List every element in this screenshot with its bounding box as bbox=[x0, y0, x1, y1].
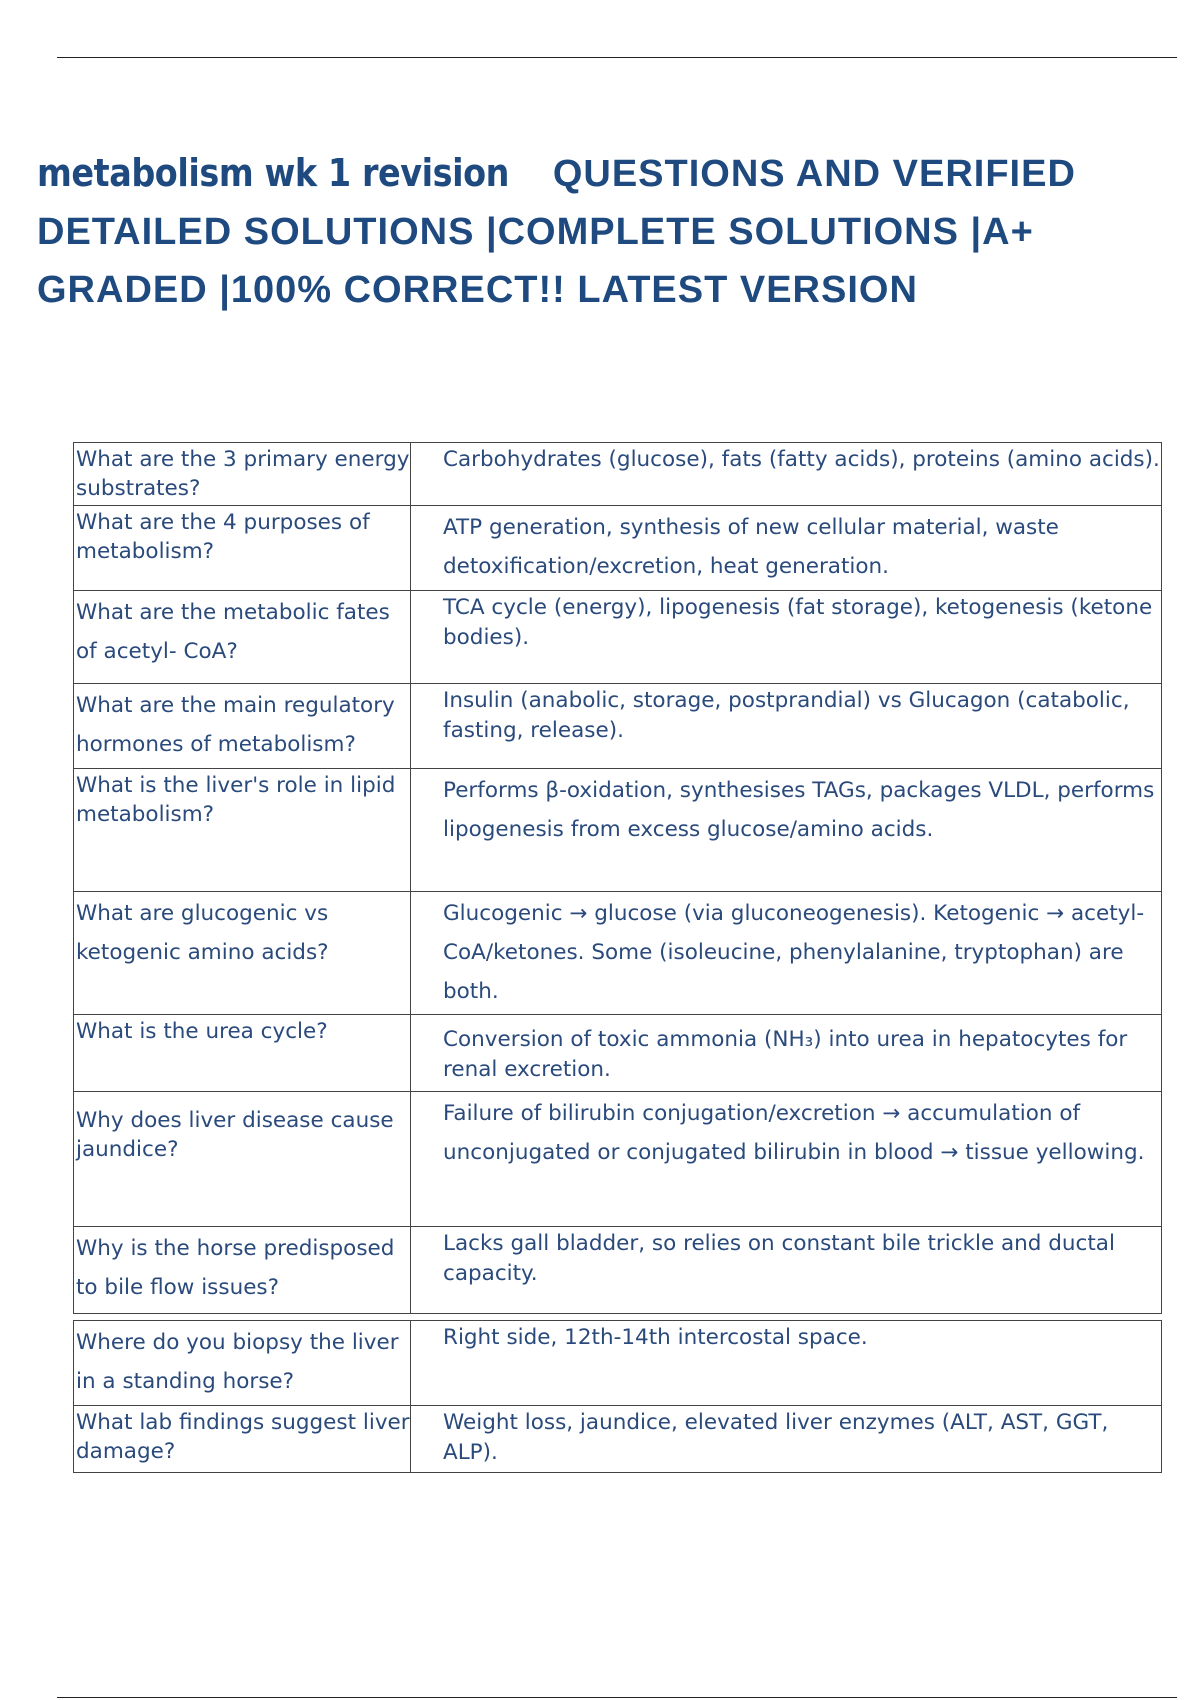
question-cell: Where do you biopsy the liver in a standing horse? bbox=[74, 1321, 411, 1406]
question-cell: What are glucogenic vs ketogenic amino acids? bbox=[74, 892, 411, 1015]
question-cell: Why does liver disease cause jaundice? bbox=[74, 1092, 411, 1227]
answer-cell: Weight loss, jaundice, elevated liver enzymes (ALT, AST, GGT, ALP). bbox=[411, 1406, 1162, 1473]
qa-table-1 bbox=[73, 442, 1162, 1314]
question-cell: What lab findings suggest liver damage? bbox=[74, 1406, 411, 1473]
answer-cell: Carbohydrates (glucose), fats (fatty acids), proteins (amino acids). bbox=[411, 443, 1162, 506]
table-row bbox=[74, 684, 1162, 769]
title-description: QUESTIONS AND VERIFIED DETAILED SOLUTIONS |COMPLETE SOLUTIONS |A+ GRADED |100% CORRECT!! LATEST VERSION bbox=[37, 153, 1076, 311]
qa-table-2 bbox=[73, 1320, 1162, 1473]
question-cell: What are the 4 purposes of metabolism? bbox=[74, 506, 411, 591]
question-cell: What are the 3 primary energy substrates? bbox=[74, 443, 411, 506]
answer-cell: TCA cycle (energy), lipogenesis (fat storage), ketogenesis (ketone bodies). bbox=[411, 591, 1162, 684]
table-row bbox=[74, 1092, 1162, 1227]
footer-rule bbox=[57, 1697, 1177, 1698]
question-cell: What are the metabolic fates of acetyl- CoA? bbox=[74, 591, 411, 684]
answer-cell: Lacks gall bladder, so relies on constant bile trickle and ductal capacity. bbox=[411, 1227, 1162, 1314]
table-row bbox=[74, 1015, 1162, 1092]
answer-cell: ATP generation, synthesis of new cellular material, waste detoxification/excretion, heat generation. bbox=[411, 506, 1162, 591]
table-row bbox=[74, 591, 1162, 684]
table-row bbox=[74, 769, 1162, 892]
question-cell: What is the liver's role in lipid metabolism? bbox=[74, 769, 411, 892]
header-rule bbox=[57, 57, 1177, 58]
answer-cell: Conversion of toxic ammonia (NH₃) into urea in hepatocytes for renal excretion. bbox=[411, 1015, 1162, 1092]
answer-cell: Insulin (anabolic, storage, postprandial) vs Glucagon (catabolic, fasting, release). bbox=[411, 684, 1162, 769]
answer-cell: Right side, 12th-14th intercostal space. bbox=[411, 1321, 1162, 1406]
table-row bbox=[74, 1406, 1162, 1473]
answer-cell: Glucogenic → glucose (via gluconeogenesis). Ketogenic → acetyl-CoA/ketones. Some (isoleucine, phenylalanine, tryptophan) are both. bbox=[411, 892, 1162, 1015]
question-cell: What are the main regulatory hormones of metabolism? bbox=[74, 684, 411, 769]
table-row bbox=[74, 1227, 1162, 1314]
question-cell: What is the urea cycle? bbox=[74, 1015, 411, 1092]
answer-cell: Failure of bilirubin conjugation/excretion → accumulation of unconjugated or conjugated bilirubin in blood → tissue yellowing. bbox=[411, 1092, 1162, 1227]
question-cell: Why is the horse predisposed to bile flow issues? bbox=[74, 1227, 411, 1314]
table-row bbox=[74, 443, 1162, 506]
table-row bbox=[74, 892, 1162, 1015]
table-row bbox=[74, 506, 1162, 591]
answer-cell: Performs β-oxidation, synthesises TAGs, packages VLDL, performs lipogenesis from excess glucose/amino acids. bbox=[411, 769, 1162, 892]
table-row bbox=[74, 1321, 1162, 1406]
title-course: metabolism wk 1 revision bbox=[37, 151, 510, 195]
document-title bbox=[37, 145, 1177, 319]
